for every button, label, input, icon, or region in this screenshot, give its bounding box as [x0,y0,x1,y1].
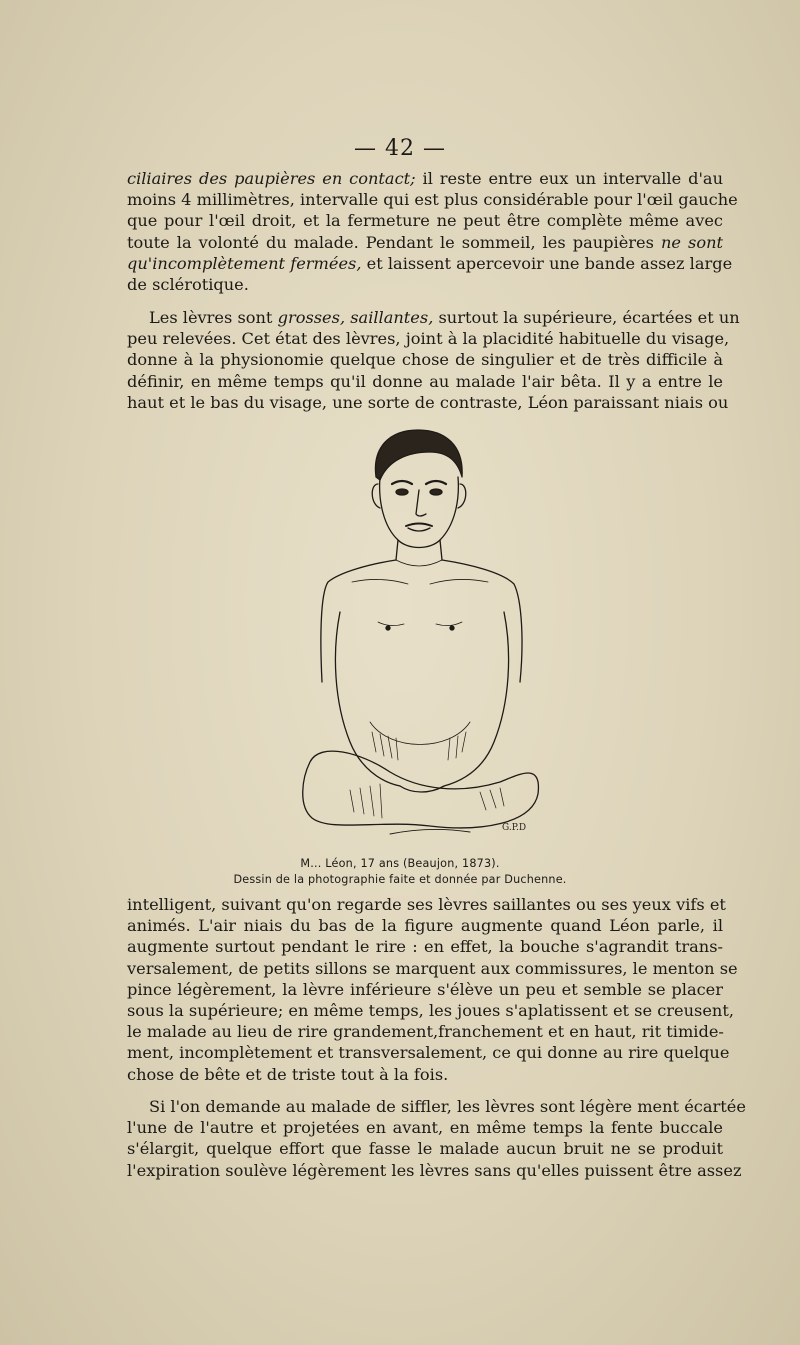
text-line: animés. L'air niais du bas de la figure augmente quand Léon parle, il [127,916,723,936]
text-line: définir, en même temps qu'il donne au malade l'air bêta. Il y a entre le [127,371,723,391]
paragraph-whistling [127,1096,746,1181]
text-line: Si l'on demande au malade de siffler, les lèvres sont légère ment écartée [149,1097,746,1116]
portrait-illustration [280,422,550,852]
text-line: s'élargit, quelque effort que fasse le malade aucun bruit ne se produit [127,1139,723,1159]
text-line: le malade au lieu de rire grandement,franchement et en haut, rit timide- [127,1022,724,1042]
text-line: ment, incomplètement et transversalement, ce qui donne au rire quelque [127,1043,730,1063]
text-line: augmente surtout pendant le rire : en effet, la bouche s'agrandit trans- [127,937,723,957]
text-line: qu'incomplètement fermées, et laissent apercevoir une bande assez large [127,253,733,273]
paragraph-laughter [127,894,738,1085]
text-line: de sclérotique. [127,275,249,295]
text-line: versalement, de petits sillons se marquent aux commissures, le menton se [127,958,738,978]
text-line: moins 4 millimètres, intervalle qui est plus considérable pour l'œil gauche [127,190,738,210]
text-line: que pour l'œil droit, et la fermeture ne peut être complète même avec [127,211,723,231]
text-line: donne à la physionomie quelque chose de singulier et de très difficile à [127,350,723,370]
text-line: l'expiration soulève légèrement les lèvres sans qu'elles puissent être assez [127,1160,742,1180]
text-line: haut et le bas du visage, une sorte de contraste, Léon paraissant niais ou [127,392,729,412]
text-line: chose de bête et de triste tout à la fois. [127,1064,449,1084]
figure-caption-source: Dessin de la photographie faite et donnée par Duchenne. [233,873,567,886]
text-line: toute la volonté du malade. Pendant le sommeil, les paupières ne sont [127,232,723,252]
text-line: peu relevées. Cet état des lèvres, joint à la placidité habituelle du visage, [127,329,730,349]
text-line: ciliaires des paupières en contact; il reste entre eux un intervalle d'au [127,169,723,188]
artist-signature: G.P.D [502,823,527,833]
text-line: l'une de l'autre et projetées en avant, en même temps la fente buccale [127,1118,723,1138]
figure-caption-title: M... Léon, 17 ans (Beaujon, 1873). [300,857,500,870]
text-line: intelligent, suivant qu'on regarde ses lèvres saillantes ou ses yeux vifs et [127,895,726,914]
text-line: Les lèvres sont grosses, saillantes, surtout la supérieure, écartées et un [149,308,740,327]
paragraph-lips [127,307,740,413]
page-number: — 42 — [354,136,446,161]
text-line: sous la supérieure; en même temps, les joues s'aplatissent et se creusent, [127,1001,734,1021]
paragraph-eyelids [127,168,738,295]
text-line: pince légèrement, la lèvre inférieure s'élève un peu et semble se placer [127,979,723,999]
